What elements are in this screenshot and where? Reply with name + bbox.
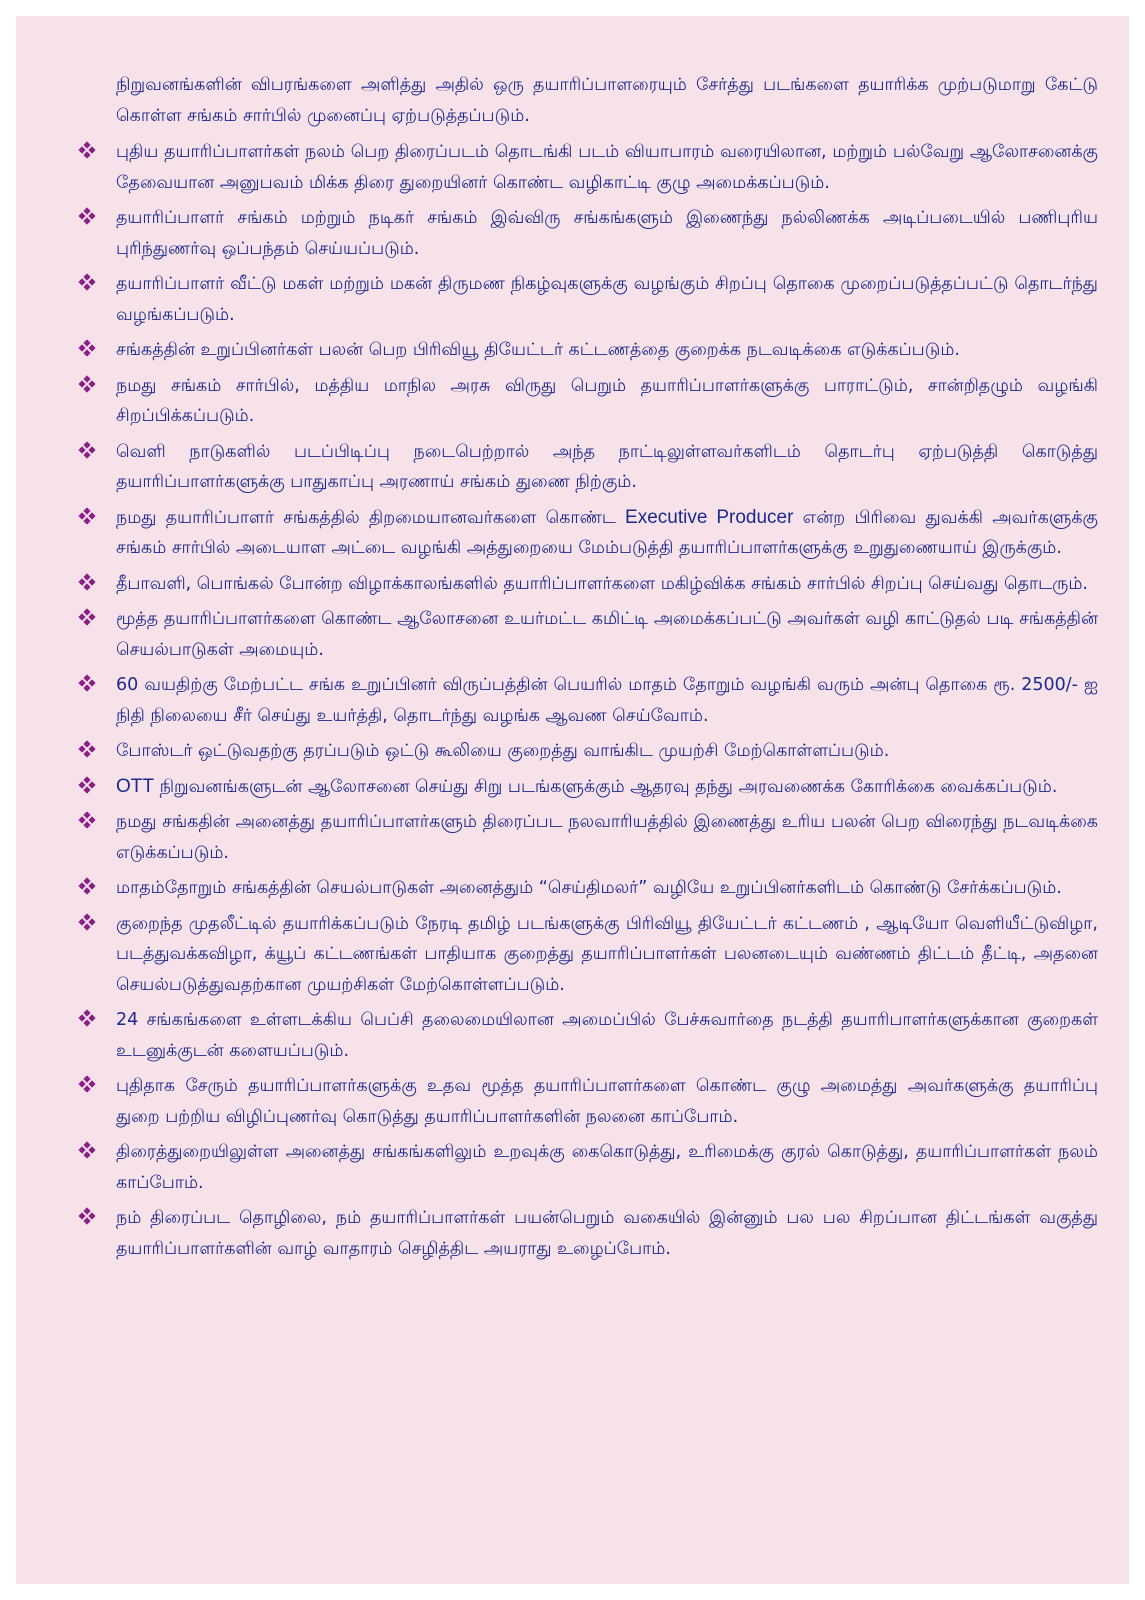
document-body [78,70,1098,1269]
four-diamond-bullet-icon [78,736,98,758]
four-diamond-bullet-icon [78,1005,98,1027]
four-diamond-bullet-icon [78,873,98,895]
list-item-text: 24 சங்கங்களை உள்ளடக்கிய பெப்சி தலைமையிலான அமைப்பில் பேச்சுவார்தை நடத்தி தயாரிபாளர்களுக்கான குறைகள் உடனுக்குடன் களையப்படும். [116,1010,1098,1061]
four-diamond-bullet-icon [78,807,98,829]
list-item-text: 60 வயதிற்கு மேற்பட்ட சங்க உறுப்பினர் விருப்பத்தின் பெயரில் மாதம் தோறும் வழங்கி வரும் அன்பு தொகை ரூ. 2500/- ஐ நிதி நிலையை சீர் செய்து உயர்த்தி, தொடர்ந்து வழங்க ஆவண செய்வோம். [116,675,1098,726]
list-item-text: தீபாவளி, பொங்கல் போன்ற விழாக்காலங்களில் தயாரிப்பாளர்களை மகிழ்விக்க சங்கம் சார்பில் சிறப்பு செய்வது தொடரும். [116,573,1088,594]
list-item-text: நமது சங்கம் சார்பில், மத்திய மாநில அரசு விருது பெறும் தயாரிப்பாளர்களுக்கு பாராட்டும், சான்றிதழும் வழங்கி சிறப்பிக்கப்படும். [116,375,1098,426]
list-item [78,371,1098,432]
list-item [78,335,1098,366]
four-diamond-bullet-icon [78,137,98,159]
list-item-text: தயாரிப்பாளர் வீட்டு மகள் மற்றும் மகன் திருமண நிகழ்வுகளுக்கு வழங்கும் சிறப்பு தொகை முறைப்படுத்தப்பட்டு தொடர்ந்து வழங்கப்படும். [116,274,1098,325]
four-diamond-bullet-icon [78,772,98,794]
list-item [78,1005,1098,1066]
four-diamond-bullet-icon [78,269,98,291]
list-item-text: புதிதாக சேரும் தயாரிப்பாளர்களுக்கு உதவ மூத்த தயாரிப்பாளர்களை கொண்ட குழு அமைத்து அவர்களுக்கு தயாரிப்பு துறை பற்றிய விழிப்புணர்வு கொடுத்து தயாரிப்பாளர்களின் நலனை காப்போம். [116,1076,1098,1127]
list-item-text: குறைந்த முதலீட்டில் தயாரிக்கப்படும் நேரடி தமிழ் படங்களுக்கு பிரிவியூ தியேட்டர் கட்டணம் , ஆடியோ வெளியீட்டுவிழா, படத்துவக்கவிழா, க்யூப் கட்டணங்கள் பாதியாக குறைத்து தயாரிப்பாளர்கள் பலனடையும் வண்ணம் திட்டம் தீட்டி, அதனை செயல்படுத்துவதற்கான முயற்சிகள் மேற்கொள்ளப்படும். [116,913,1098,995]
four-diamond-bullet-icon [78,437,98,459]
bullet-list [78,137,1098,1264]
list-item-text: வெளி நாடுகளில் படப்பிடிப்பு நடைபெற்றால் அந்த நாட்டிலுள்ளவர்களிடம் தொடர்பு ஏற்படுத்தி கொடுத்து தயாரிப்பாளர்களுக்கு பாதுகாப்பு அரணாய் சங்கம் துணை நிற்கும். [116,441,1098,492]
list-item-text: OTT நிறுவனங்களுடன் ஆலோசனை செய்து சிறு படங்களுக்கும் ஆதரவு தந்து அரவணைக்க கோரிக்கை வைக்கப்படும். [116,775,1058,797]
four-diamond-bullet-icon [78,1071,98,1093]
list-item [78,203,1098,264]
list-item [78,1071,1098,1132]
four-diamond-bullet-icon [78,503,98,525]
four-diamond-bullet-icon [78,1137,98,1159]
four-diamond-bullet-icon [78,335,98,357]
list-item [78,807,1098,868]
list-item [78,873,1098,904]
document-page [16,16,1129,1584]
list-item [78,137,1098,198]
four-diamond-bullet-icon [78,604,98,626]
list-item [78,437,1098,498]
list-item [78,503,1098,564]
list-item-text: புதிய தயாரிப்பாளர்கள் நலம் பெற திரைப்படம் தொடங்கி படம் வியாபாரம் வரையிலான, மற்றும் பல்வேறு ஆலோசனைக்கு தேவையான அனுபவம் மிக்க திரை துறையினர் கொண்ட வழிகாட்டி குழு அமைக்கப்படும். [116,142,1098,193]
four-diamond-bullet-icon [78,909,98,931]
list-item-text: நம் திரைப்பட தொழிலை, நம் தயாரிப்பாளர்கள் பயன்பெறும் வகையில் இன்னும் பல பல சிறப்பான திட்டங்கள் வகுத்து தயாரிப்பாளர்களின் வாழ் வாதாரம் செழித்திட அயராது உழைப்போம். [116,1208,1098,1259]
list-item [78,1203,1098,1264]
four-diamond-bullet-icon [78,203,98,225]
list-item [78,736,1098,767]
list-item [78,909,1098,1001]
list-item [78,569,1098,600]
four-diamond-bullet-icon [78,1203,98,1225]
list-item-text: மூத்த தயாரிப்பாளர்களை கொண்ட ஆலோசனை உயர்மட்ட கமிட்டி அமைக்கப்பட்டு அவர்கள் வழி காட்டுதல் படி சங்கத்தின் செயல்பாடுகள் அமையும். [116,609,1098,660]
list-item-text: மாதம்தோறும் சங்கத்தின் செயல்பாடுகள் அனைத்தும் “செய்திமலர்” வழியே உறுப்பினர்களிடம் கொண்டு சேர்க்கப்படும். [116,878,1062,898]
four-diamond-bullet-icon [78,371,98,393]
four-diamond-bullet-icon [78,569,98,591]
intro-paragraph: நிறுவனங்களின் விபரங்களை அளித்து அதில் ஒரு தயாரிப்பாளரையும் சேர்த்து படங்களை தயாரிக்க முற்படுமாறு கேட்டு கொள்ள சங்கம் சார்பில் முனைப்பு ஏற்படுத்தப்படும். [116,75,1098,126]
list-item [78,604,1098,665]
list-item [78,670,1098,731]
list-item-text: நமது சங்கதின் அனைத்து தயாரிப்பாளர்களும் திரைப்பட நலவாரியத்தில் இணைத்து உரிய பலன் பெற விரைந்து நடவடிக்கை எடுக்கப்படும். [116,812,1098,863]
list-item-text: போஸ்டர் ஒட்டுவதற்கு தரப்படும் ஒட்டு கூலியை குறைத்து வாங்கிட முயற்சி மேற்கொள்ளப்படும். [116,741,890,761]
list-item [78,269,1098,330]
list-item-text: திரைத்துறையிலுள்ள அனைத்து சங்கங்களிலும் உறவுக்கு கைகொடுத்து, உரிமைக்கு குரல் கொடுத்து, தயாரிப்பாளர்கள் நலம் காப்போம். [116,1142,1098,1193]
list-item [78,772,1098,803]
list-item-text: தயாரிப்பாளர் சங்கம் மற்றும் நடிகர் சங்கம் இவ்விரு சங்கங்களும் இணைந்து நல்லிணக்க அடிப்படையில் பணிபுரிய புரிந்துணர்வு ஒப்பந்தம் செய்யப்படும். [116,208,1098,259]
four-diamond-bullet-icon [78,670,98,692]
list-item-text: நமது தயாரிப்பாளர் சங்கத்தில் திறமையானவர்களை கொண்ட Executive Producer என்ற பிரிவை துவக்கி அவர்களுக்கு சங்கம் சார்பில் அடையாள அட்டை வழங்கி அத்துறையை மேம்படுத்தி தயாரிப்பாளர்களுக்கு உறுதுணையாய் இருக்கும். [116,506,1098,558]
list-item-text: சங்கத்தின் உறுப்பினர்கள் பலன் பெற பிரிவியூ தியேட்டர் கட்டணத்தை குறைக்க நடவடிக்கை எடுக்கப்படும். [116,340,960,360]
list-item [78,1137,1098,1198]
